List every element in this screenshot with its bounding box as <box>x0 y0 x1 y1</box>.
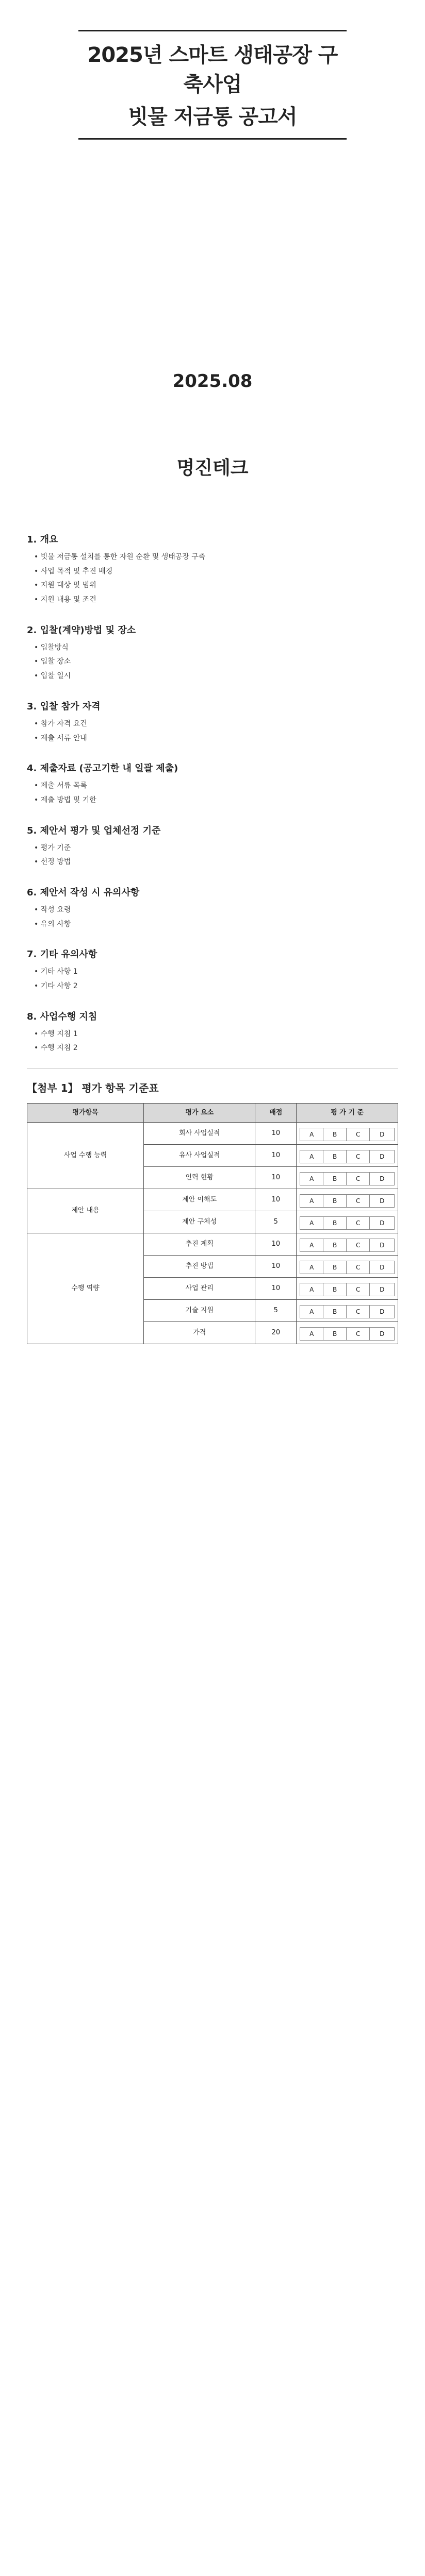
grade-cell: B <box>323 1283 347 1296</box>
grade-table <box>300 1283 395 1296</box>
eval-score: 10 <box>255 1166 297 1189</box>
eval-criteria <box>297 1189 398 1211</box>
grade-cell: B <box>323 1239 347 1251</box>
grade-row <box>300 1216 395 1229</box>
eval-score: 10 <box>255 1255 297 1277</box>
eval-score: 10 <box>255 1233 297 1255</box>
grade-cell: C <box>347 1283 370 1296</box>
section-bullet: • 제출 방법 및 기한 <box>34 795 96 804</box>
grade-cell: C <box>347 1216 370 1229</box>
eval-element: 인력 현황 <box>144 1166 255 1189</box>
grade-cell: D <box>370 1172 395 1185</box>
eval-group: 제안 내용 <box>27 1189 144 1233</box>
section-heading: 5. 제안서 평가 및 업체선정 기준 <box>27 825 161 836</box>
grade-cell: D <box>370 1283 395 1296</box>
grade-table <box>300 1327 395 1341</box>
eval-title: 【첨부 1】 평가 항목 기준표 <box>27 1082 159 1095</box>
eval-element: 제안 이해도 <box>144 1189 255 1211</box>
section-heading: 1. 개요 <box>27 534 58 545</box>
eval-group: 사업 수행 능력 <box>27 1122 144 1189</box>
section-bullet: • 입찰방식 <box>34 643 69 652</box>
grade-table <box>300 1172 395 1185</box>
grade-cell: D <box>370 1216 395 1229</box>
eval-header-cell: 평가항목 <box>27 1104 144 1123</box>
grade-cell: D <box>370 1150 395 1163</box>
eval-score: 10 <box>255 1189 297 1211</box>
grade-cell: A <box>300 1239 323 1251</box>
grade-row <box>300 1261 395 1274</box>
eval-score: 20 <box>255 1321 297 1344</box>
grade-row <box>300 1283 395 1296</box>
eval-criteria <box>297 1255 398 1277</box>
section-bullet: • 지원 내용 및 조건 <box>34 596 96 604</box>
section-bullet: • 기타 사항 1 <box>34 968 78 976</box>
grade-cell: A <box>300 1327 323 1340</box>
eval-criteria <box>297 1299 398 1321</box>
grade-cell: C <box>347 1261 370 1274</box>
title-line-2: 빗물 저금통 공고서 <box>128 105 297 129</box>
section-bullet: • 기타 사항 2 <box>34 982 78 990</box>
grade-cell: C <box>347 1305 370 1318</box>
grade-cell: D <box>370 1128 395 1141</box>
title-block <box>78 30 347 140</box>
grade-row <box>300 1128 395 1141</box>
cover <box>0 0 425 484</box>
grade-cell: B <box>323 1216 347 1229</box>
grade-table <box>300 1216 395 1230</box>
grade-cell: A <box>300 1150 323 1163</box>
grade-cell: A <box>300 1261 323 1274</box>
grade-cell: B <box>323 1150 347 1163</box>
eval-score: 5 <box>255 1211 297 1233</box>
section-heading: 7. 기타 유의사항 <box>27 949 97 960</box>
section-heading: 6. 제안서 작성 시 유의사항 <box>27 887 140 898</box>
grade-table <box>300 1261 395 1274</box>
grade-cell: C <box>347 1194 370 1207</box>
eval-element: 기술 지원 <box>144 1299 255 1321</box>
eval-header-cell: 평 가 기 준 <box>297 1104 398 1123</box>
grade-table <box>300 1305 395 1318</box>
section-bullet: • 수행 지침 2 <box>34 1044 78 1053</box>
eval-row <box>27 1189 398 1211</box>
grade-table <box>300 1150 395 1163</box>
grade-row <box>300 1172 395 1185</box>
grade-cell: A <box>300 1283 323 1296</box>
eval-element: 추진 계획 <box>144 1233 255 1255</box>
body-content <box>27 515 398 1344</box>
grade-cell: B <box>323 1327 347 1340</box>
section-bullet: • 지원 대상 및 범위 <box>34 581 96 590</box>
grade-cell: C <box>347 1128 370 1141</box>
eval-body <box>27 1122 398 1344</box>
grade-row <box>300 1239 395 1251</box>
eval-header-cell: 평가 요소 <box>144 1104 255 1123</box>
eval-score: 5 <box>255 1299 297 1321</box>
grade-cell: A <box>300 1305 323 1318</box>
cover-date: 2025.08 <box>172 371 253 392</box>
section-bullet: • 제출 서류 목록 <box>34 782 87 790</box>
grade-cell: D <box>370 1327 395 1340</box>
grade-cell: B <box>323 1261 347 1274</box>
grade-table <box>300 1128 395 1141</box>
title-line-1: 2025년 스마트 생태공장 구축사업 <box>87 43 338 96</box>
section-bullet: • 수행 지침 1 <box>34 1029 78 1038</box>
section-bullet: • 유의 사항 <box>34 920 71 928</box>
grade-cell: C <box>347 1239 370 1251</box>
eval-score: 10 <box>255 1122 297 1144</box>
section-bullet: • 작성 요령 <box>34 905 71 914</box>
section-bullet: • 사업 목적 및 추진 배경 <box>34 567 113 575</box>
eval-table <box>27 1103 398 1344</box>
section-bullet: • 평가 기준 <box>34 843 71 852</box>
grade-cell: B <box>323 1194 347 1207</box>
section-bullet: • 입찰 일시 <box>34 672 71 681</box>
grade-cell: D <box>370 1305 395 1318</box>
eval-row <box>27 1122 398 1144</box>
section-heading: 3. 입찰 참가 자격 <box>27 701 101 712</box>
eval-score: 10 <box>255 1277 297 1299</box>
eval-criteria <box>297 1277 398 1299</box>
eval-element: 유사 사업실적 <box>144 1144 255 1166</box>
eval-row <box>27 1233 398 1255</box>
section-heading: 2. 입찰(계약)방법 및 장소 <box>27 624 136 636</box>
eval-header-row <box>27 1104 398 1123</box>
grade-cell: B <box>323 1128 347 1141</box>
eval-criteria <box>297 1233 398 1255</box>
eval-group: 수행 역량 <box>27 1233 144 1344</box>
eval-criteria <box>297 1321 398 1344</box>
grade-cell: C <box>347 1172 370 1185</box>
section-bullet: • 빗물 저금통 설치를 통한 자원 순환 및 생태공장 구축 <box>34 553 206 561</box>
grade-cell: C <box>347 1327 370 1340</box>
grade-cell: A <box>300 1172 323 1185</box>
grade-cell: D <box>370 1261 395 1274</box>
grade-table <box>300 1239 395 1252</box>
grade-cell: A <box>300 1194 323 1207</box>
section-heading: 4. 제출자료 (공고기한 내 일괄 제출) <box>27 763 178 774</box>
grade-cell: D <box>370 1239 395 1251</box>
eval-criteria <box>297 1144 398 1166</box>
eval-criteria <box>297 1211 398 1233</box>
eval-element: 제안 구체성 <box>144 1211 255 1233</box>
grade-row <box>300 1305 395 1318</box>
eval-header-cell: 배점 <box>255 1104 297 1123</box>
grade-cell: A <box>300 1128 323 1141</box>
grade-cell: B <box>323 1172 347 1185</box>
eval-criteria <box>297 1166 398 1189</box>
section-bullet: • 입찰 장소 <box>34 657 71 666</box>
grade-cell: D <box>370 1194 395 1207</box>
sections <box>27 533 398 1054</box>
section-heading: 8. 사업수행 지침 <box>27 1011 97 1022</box>
eval-element: 사업 관리 <box>144 1277 255 1299</box>
eval-score: 10 <box>255 1144 297 1166</box>
eval-criteria <box>297 1122 398 1144</box>
eval-element: 회사 사업실적 <box>144 1122 255 1144</box>
section-bullet: • 참가 자격 요건 <box>34 719 87 728</box>
eval-element: 추진 방법 <box>144 1255 255 1277</box>
section-bullet: • 선정 방법 <box>34 858 71 867</box>
cover-organization: 명진테크 <box>176 457 249 479</box>
grade-row <box>300 1194 395 1207</box>
grade-row <box>300 1327 395 1340</box>
grade-cell: C <box>347 1150 370 1163</box>
grade-row <box>300 1150 395 1163</box>
grade-cell: B <box>323 1305 347 1318</box>
eval-element: 가격 <box>144 1321 255 1344</box>
grade-cell: A <box>300 1216 323 1229</box>
section-bullet: • 제출 서류 안내 <box>34 734 87 742</box>
grade-table <box>300 1194 395 1208</box>
